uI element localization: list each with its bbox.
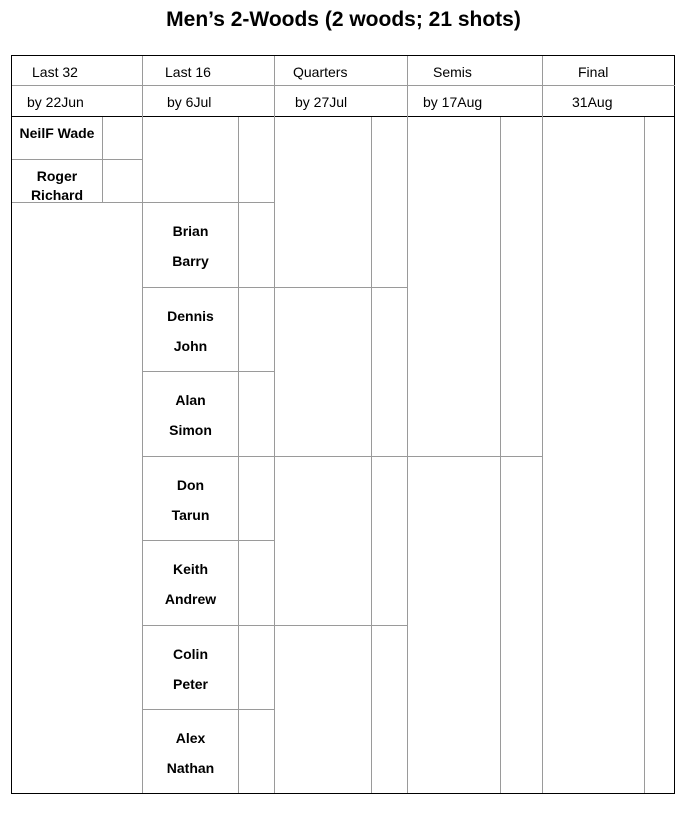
column-divider [407,56,408,793]
row-divider [142,709,274,710]
last16-pair-3 [143,385,238,445]
last16-pair-1 [143,216,238,276]
row-divider [407,456,542,457]
player-name: Brian [172,223,209,239]
score-column-divider [500,117,501,793]
round-deadline-quarters: by 27Jul [295,94,348,110]
player-name: Alex [175,730,206,746]
round-deadline-last32: by 22Jun [27,94,84,110]
row-divider [274,456,407,457]
player-name: Colin [173,646,208,662]
score-column-divider [371,117,372,793]
row-divider [142,287,274,288]
page-title: Men’s 2-Woods (2 woods; 21 shots) [166,8,521,31]
player-name: Dennis [167,308,214,324]
round-deadline-semis: by 17Aug [423,94,483,110]
score-column-divider [238,117,239,793]
last32-player-2: Roger Richard [30,168,84,203]
round-name-quarters: Quarters [293,64,348,80]
row-divider [12,159,142,160]
partner-name: Barry [172,253,209,269]
partner-name: Peter [172,676,209,692]
row-divider [142,202,274,203]
row-divider [274,625,407,626]
player-name: Keith [173,561,208,577]
round-name-last16: Last 16 [165,64,211,80]
last16-pair-7 [143,723,238,783]
round-deadline-last16: by 6Jul [167,94,212,110]
draw-table [11,55,675,794]
last32-player-1: NeilF Wade [19,125,95,141]
round-name-last32: Last 32 [32,64,78,80]
partner-name: Simon [169,422,212,438]
player-name: Alan [175,392,206,408]
last16-pair-5 [143,554,238,614]
last16-pair-6 [143,639,238,699]
score-column-divider [644,117,645,793]
row-divider [142,540,274,541]
partner-name: Andrew [164,591,217,607]
partner-name: John [173,338,208,354]
row-divider [142,456,274,457]
last16-pair-2 [143,301,238,361]
header-bottom-line [12,116,675,117]
header-divider [12,85,675,86]
round-name-final: Final [578,64,609,80]
last16-pair-4 [143,470,238,530]
partner-name: Nathan [166,760,215,776]
round-name-semis: Semis [433,64,472,80]
row-divider [142,625,274,626]
column-divider [542,56,543,793]
round-deadline-final: 31Aug [572,94,613,110]
row-divider [142,371,274,372]
column-divider [274,56,275,793]
player-name: Don [176,477,205,493]
partner-name: Tarun [171,507,210,523]
row-divider [274,287,407,288]
